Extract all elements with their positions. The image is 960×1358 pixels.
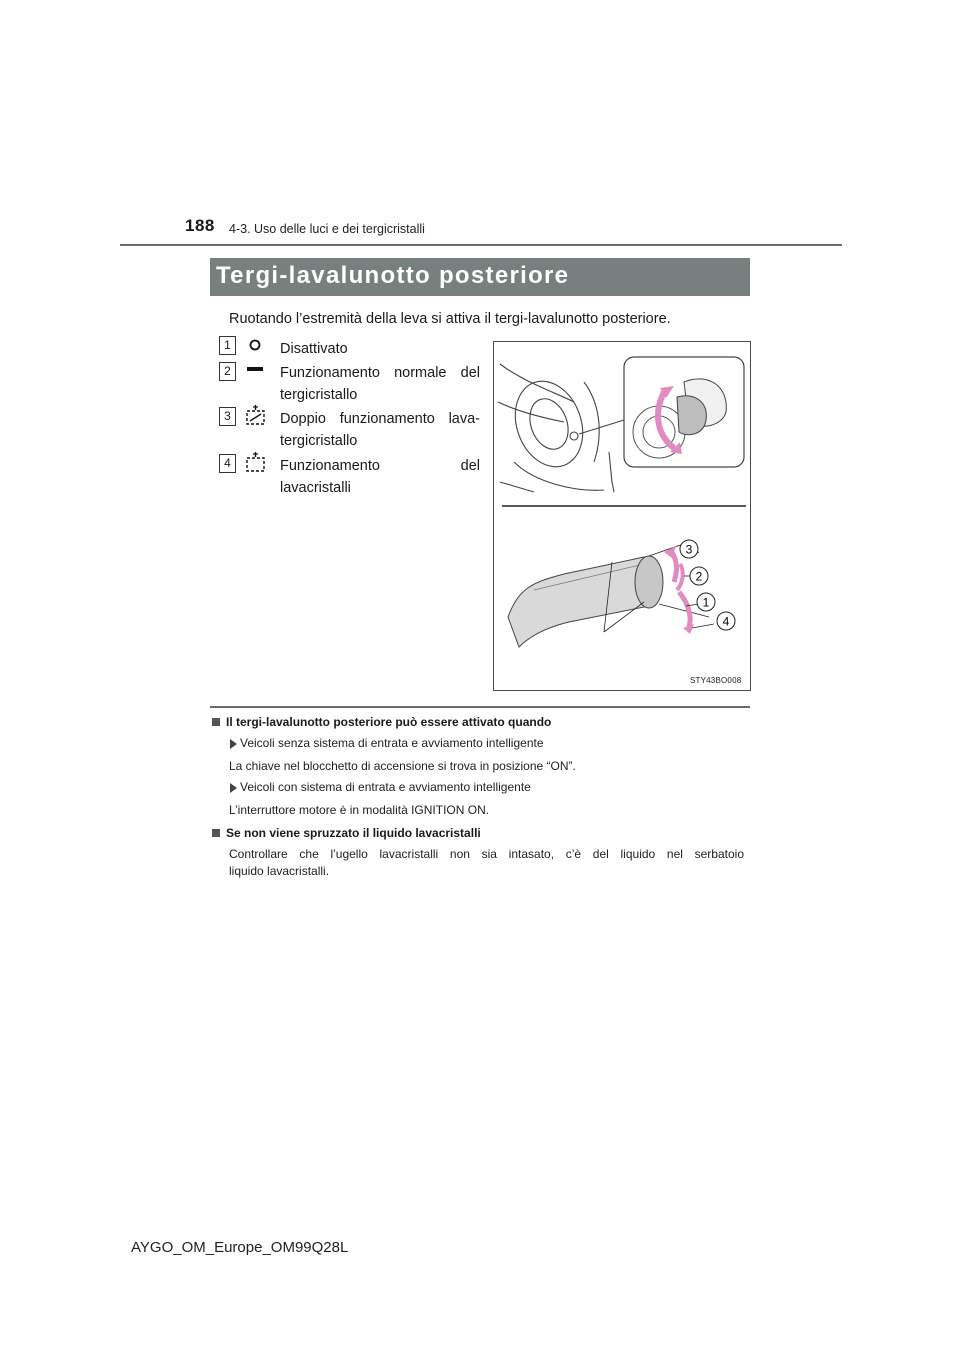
- lever-illustration: [493, 341, 751, 691]
- item-number-4: 4: [219, 454, 236, 473]
- running-head: 4-3. Uso delle luci e dei tergicristalli: [229, 222, 425, 236]
- note-heading-1-text: Il tergi-lavalunotto posteriore può essere attivato quando: [226, 715, 552, 729]
- figure-code: STY43BO008: [690, 676, 742, 685]
- intro-text: Ruotando l’estremità della leva si attiva il tergi-lavalunotto posteriore.: [229, 311, 671, 327]
- note-1-bullet-1: Veicoli senza sistema di entrata e avviamento intelligente: [240, 736, 544, 750]
- item-2-label: [280, 362, 480, 406]
- document-id: AYGO_OM_Europe_OM99Q28L: [131, 1239, 349, 1256]
- lever-illustration-drawing: [494, 342, 750, 690]
- wiper-lever: [508, 542, 714, 647]
- note-1-bullet-2: Veicoli con sistema di entrata e avviamento intelligente: [240, 780, 531, 794]
- square-bullet-icon: [212, 829, 220, 837]
- triangle-bullet-icon: [230, 739, 237, 749]
- callout-3: 3: [685, 542, 693, 557]
- item-3-line-1: Doppio funzionamento lava-: [280, 411, 480, 427]
- item-4-line-2: lavacristalli: [280, 480, 351, 496]
- lever-end-zoom: [624, 357, 744, 467]
- note-2-line-1: Controllare che l’ugello lavacristalli non sia intasato, c’è del liquido nel serbatoio: [229, 847, 744, 861]
- dash-normal-icon: [246, 364, 264, 374]
- notes-rule: [210, 706, 750, 708]
- item-number-3: 3: [219, 407, 236, 426]
- callout-1: 1: [702, 595, 710, 610]
- callout-2: 2: [695, 569, 703, 584]
- circle-off-icon: [248, 338, 262, 352]
- note-heading-2-text: Se non viene spruzzato il liquido lavacristalli: [226, 826, 481, 840]
- callout-4: 4: [722, 614, 730, 629]
- item-4-line-1: Funzionamento del: [280, 458, 480, 474]
- note-2-line-2: liquido lavacristalli.: [229, 864, 330, 878]
- item-3-label: [280, 408, 480, 452]
- note-heading-1: [212, 715, 551, 729]
- triangle-bullet-icon: [230, 783, 237, 793]
- item-4-label: [280, 455, 480, 499]
- item-2-line-2: tergicristallo: [280, 387, 358, 403]
- header-rule: [120, 244, 842, 246]
- page-number: 188: [185, 216, 215, 235]
- item-1-label: [280, 338, 480, 360]
- item-1-line-1: Disattivato: [280, 341, 348, 357]
- steering-wheel-sketch: [498, 364, 624, 492]
- section-title: Tergi-lavalunotto posteriore: [216, 262, 570, 289]
- washer-icon: [244, 451, 268, 473]
- square-bullet-icon: [212, 718, 220, 726]
- note-1-text-2: L’interruttore motore è in modalità IGNITION ON.: [229, 803, 490, 817]
- item-number-2: 2: [219, 362, 236, 381]
- item-number-1: 1: [219, 336, 236, 355]
- item-3-line-2: tergicristallo: [280, 433, 358, 449]
- item-2-line-1: Funzionamento normale del: [280, 365, 480, 381]
- note-1-text-1: La chiave nel blocchetto di accensione si trova in posizione “ON”.: [229, 759, 576, 773]
- note-heading-2: [212, 826, 481, 840]
- double-wash-wipe-icon: [244, 404, 268, 426]
